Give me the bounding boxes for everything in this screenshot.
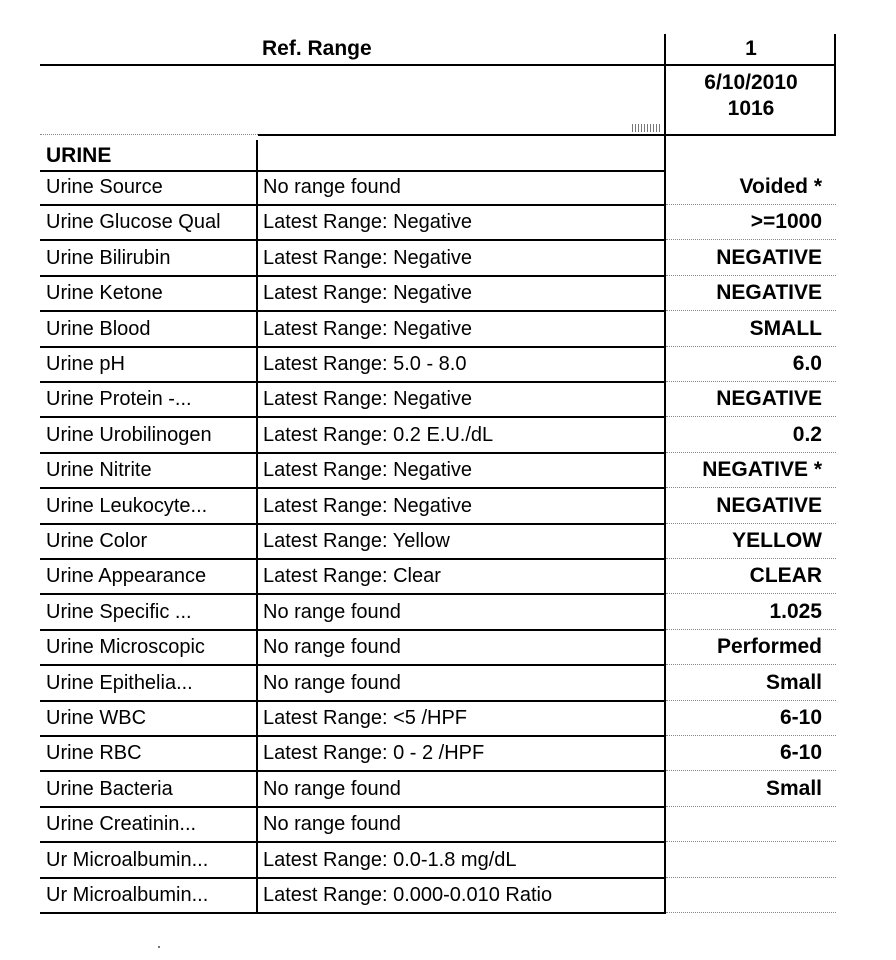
header-right-border (834, 34, 836, 136)
value-row-separator (666, 310, 836, 311)
reference-range: Latest Range: Negative (263, 318, 473, 340)
reference-range: Latest Range: 0.0-1.8 mg/dL (263, 849, 517, 871)
result-value[interactable]: Small (765, 671, 822, 694)
reference-range: No range found (263, 672, 401, 694)
row-separator (40, 523, 666, 525)
row-separator (40, 593, 666, 595)
result-value[interactable]: 6.0 (792, 352, 822, 375)
section-title-urine: URINE (46, 144, 112, 167)
reference-range: Latest Range: Negative (263, 282, 473, 304)
test-name: Urine Urobilinogen (46, 424, 212, 446)
result-value[interactable]: SMALL (749, 317, 822, 340)
value-row-separator (666, 700, 836, 701)
reference-range: Latest Range: Negative (263, 459, 473, 481)
test-name: Urine Color (46, 530, 148, 552)
test-name: Urine Blood (46, 318, 151, 340)
row-separator (40, 346, 666, 348)
header-bottom-line (258, 134, 836, 136)
value-row-separator (666, 452, 836, 453)
reference-range: Latest Range: Negative (263, 247, 473, 269)
reference-range: Latest Range: Negative (263, 495, 473, 517)
reference-range: No range found (263, 176, 401, 198)
header-divider (40, 64, 836, 66)
test-name: Ur Microalbumin... (46, 884, 209, 906)
test-name: Urine Bilirubin (46, 247, 171, 269)
reference-range: Latest Range: 0.2 E.U./dL (263, 424, 494, 446)
row-separator (40, 877, 666, 879)
test-name: Urine Glucose Qual (46, 211, 221, 233)
result-value[interactable]: 6-10 (779, 741, 822, 764)
result-value[interactable]: Small (765, 777, 822, 800)
reference-range: Latest Range: 5.0 - 8.0 (263, 353, 467, 375)
test-name: Urine Protein -... (46, 388, 192, 410)
test-name: Urine Epithelia... (46, 672, 193, 694)
test-name: Urine Microscopic (46, 636, 205, 658)
ref-range-header[interactable]: Ref. Range (262, 37, 372, 60)
row-separator (40, 700, 666, 702)
reference-range: No range found (263, 636, 401, 658)
result-value[interactable]: 0.2 (792, 423, 822, 446)
value-row-separator (666, 487, 836, 488)
reference-range: No range found (263, 778, 401, 800)
reference-range: Latest Range: Yellow (263, 530, 450, 552)
value-row-separator (666, 735, 836, 736)
row-separator (40, 735, 666, 737)
test-name: Urine Nitrite (46, 459, 152, 481)
test-name: Urine pH (46, 353, 125, 375)
value-row-separator (666, 346, 836, 347)
result-value[interactable]: NEGATIVE * (702, 458, 822, 481)
row-separator (40, 629, 666, 631)
result-value[interactable]: >=1000 (750, 210, 822, 233)
test-name: Ur Microalbumin... (46, 849, 209, 871)
name-column-border[interactable] (256, 140, 258, 914)
column-number[interactable]: 1 (745, 37, 757, 60)
test-name: Urine Source (46, 176, 163, 198)
test-name: Urine Bacteria (46, 778, 173, 800)
result-value[interactable]: NEGATIVE (716, 494, 822, 517)
result-value[interactable]: NEGATIVE (716, 387, 822, 410)
test-name: Urine Ketone (46, 282, 163, 304)
value-row-separator (666, 806, 836, 807)
result-value[interactable]: YELLOW (732, 529, 822, 552)
value-row-separator (666, 877, 836, 878)
row-separator (40, 558, 666, 560)
value-row-separator (666, 204, 836, 205)
result-value[interactable]: NEGATIVE (716, 281, 822, 304)
column-date[interactable]: 6/10/2010 (704, 71, 798, 94)
reference-range: Latest Range: 0 - 2 /HPF (263, 742, 485, 764)
header-bottom-dotted (40, 134, 258, 135)
value-row-separator (666, 593, 836, 594)
row-separator (40, 239, 666, 241)
result-value[interactable]: NEGATIVE (716, 246, 822, 269)
value-row-separator (666, 239, 836, 240)
reference-range: Latest Range: Negative (263, 211, 473, 233)
reference-range: Latest Range: Negative (263, 388, 473, 410)
reference-range: No range found (263, 601, 401, 623)
value-row-separator (666, 523, 836, 524)
row-separator (40, 664, 666, 666)
row-separator (40, 416, 666, 418)
value-row-separator (666, 629, 836, 630)
value-row-separator (666, 841, 836, 842)
test-name: Urine Specific ... (46, 601, 192, 623)
row-separator (40, 275, 666, 277)
row-separator (40, 806, 666, 808)
column-time[interactable]: 1016 (727, 97, 775, 120)
row-separator (40, 487, 666, 489)
reference-range: No range found (263, 813, 401, 835)
test-name: Urine RBC (46, 742, 142, 764)
value-row-separator (666, 275, 836, 276)
value-row-separator (666, 912, 836, 913)
result-value[interactable]: Performed (716, 635, 822, 658)
test-name: Urine Appearance (46, 565, 207, 587)
reference-range: Latest Range: 0.000-0.010 Ratio (263, 884, 553, 906)
test-name: Urine Leukocyte... (46, 495, 208, 517)
value-row-separator (666, 770, 836, 771)
value-row-separator (666, 416, 836, 417)
result-value[interactable]: 1.025 (769, 600, 822, 623)
test-name: Urine Creatinin... (46, 813, 197, 835)
column-resize-grip[interactable] (632, 124, 660, 132)
reference-range: Latest Range: <5 /HPF (263, 707, 468, 729)
test-name: Urine WBC (46, 707, 147, 729)
row-separator (40, 310, 666, 312)
row-separator (40, 452, 666, 454)
row-separator (40, 204, 666, 206)
value-row-separator (666, 664, 836, 665)
row-separator (40, 912, 666, 914)
result-value[interactable]: 6-10 (779, 706, 822, 729)
row-separator (40, 770, 666, 772)
value-column-border[interactable] (664, 34, 666, 914)
result-value[interactable]: CLEAR (749, 564, 822, 587)
stray-dot (158, 946, 160, 948)
row-separator (40, 841, 666, 843)
value-row-separator (666, 558, 836, 559)
row-separator (40, 381, 666, 383)
reference-range: Latest Range: Clear (263, 565, 441, 587)
result-value[interactable]: Voided * (739, 175, 822, 198)
value-row-separator (666, 381, 836, 382)
